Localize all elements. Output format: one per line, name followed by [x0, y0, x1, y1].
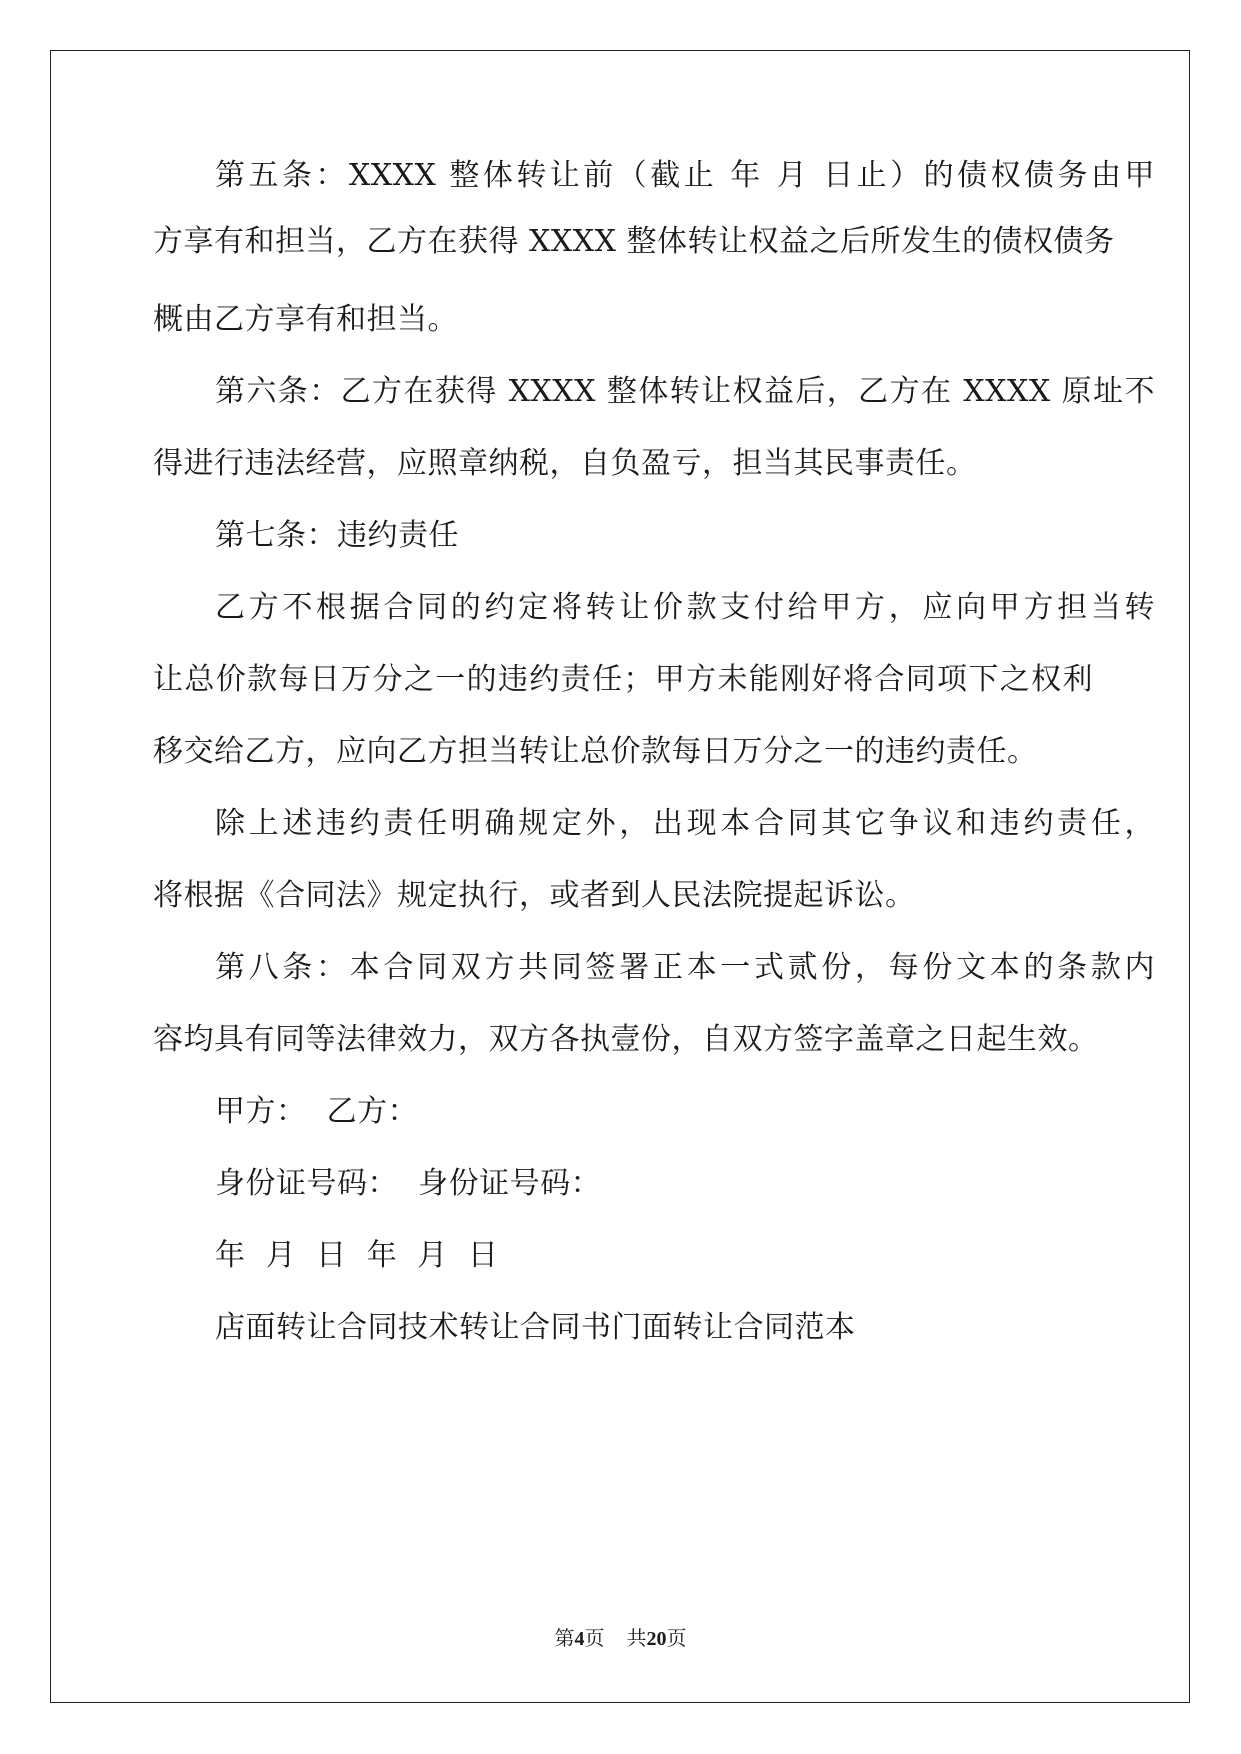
text-line: 让总价款每日万分之一的违约责任；甲方未能刚好将合同项下之权利 [153, 662, 1093, 697]
text-line: 将根据《合同法》规定执行，或者到人民法院提起诉讼。 [153, 878, 916, 913]
related-titles: 店面转让合同技术转让合同书门面转让合同范本 [215, 1310, 856, 1345]
id-number-fields: 身份证号码： 身份证号码： [215, 1166, 602, 1201]
section-heading: 第七条：违约责任 [215, 518, 459, 553]
signature-parties: 甲方： 乙方： [215, 1094, 419, 1129]
text-line: 容均具有同等法律效力，双方各执壹份，自双方签字盖章之日起生效。 [153, 1022, 1099, 1057]
footer-total-pages: 20 [646, 1628, 667, 1650]
text-line: 移交给乙方，应向乙方担当转让总价款每日万分之一的违约责任。 [153, 734, 1038, 769]
text-line: 得进行违法经营，应照章纳税，自负盈亏，担当其民事责任。 [153, 446, 977, 481]
page-footer [0, 1622, 1241, 1651]
text-line: 概由乙方享有和担当。 [153, 302, 458, 337]
text-line: 第六条：乙方在获得 XXXX 整体转让权益后，乙方在 XXXX 原址不 [215, 374, 1155, 409]
text-line: 方享有和担当，乙方在获得 XXXX 整体转让权益之后所发生的债权债务 [153, 224, 1115, 259]
footer-total-prefix: 共 [626, 1628, 647, 1650]
date-fields: 年 月 日 年 月 日 [215, 1238, 499, 1273]
text-line: 第五条：XXXX 整体转让前（截止 年 月 日止）的债权债务由甲 [215, 158, 1155, 193]
footer-total-suffix: 页 [666, 1628, 687, 1650]
footer-prefix: 第 [554, 1628, 575, 1650]
text-line: 乙方不根据合同的约定将转让价款支付给甲方，应向甲方担当转 [215, 590, 1155, 625]
footer-page-suffix: 页 [584, 1628, 605, 1650]
text-line: 除上述违约责任明确规定外，出现本合同其它争议和违约责任， [215, 806, 1155, 841]
text-line: 第八条：本合同双方共同签署正本一式贰份，每份文本的条款内 [215, 950, 1155, 985]
footer-page-number: 4 [574, 1628, 585, 1650]
